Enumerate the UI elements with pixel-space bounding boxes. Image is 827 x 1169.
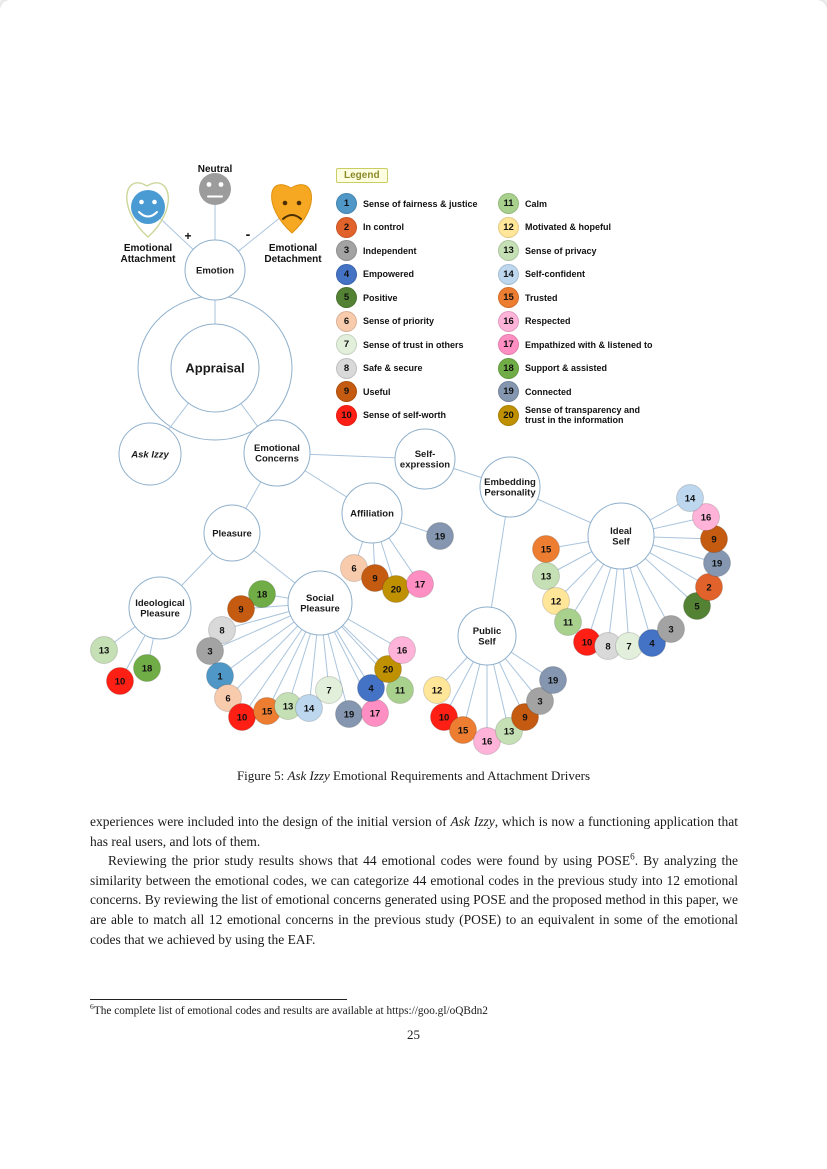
code-badge-number: 7 [326, 685, 332, 697]
footnote-rule [90, 999, 347, 1000]
code-badge: 10 [336, 405, 357, 426]
legend-item-label: Empowered [363, 269, 415, 280]
face-eye [139, 200, 144, 205]
legend-item-label: Respected [525, 316, 571, 327]
code-badge: 20 [498, 405, 519, 426]
legend-item-label: Useful [363, 386, 391, 397]
code-badge: 11 [498, 193, 519, 214]
legend-item-label: Connected [525, 386, 572, 397]
concept-label: Pleasure [212, 528, 252, 540]
code-badge-number: 5 [694, 601, 700, 613]
code-badge: 1 [336, 193, 357, 214]
detachment-face-icon [272, 185, 312, 233]
legend-item-label: Support & assisted [525, 363, 608, 374]
code-badge: 8 [336, 358, 357, 379]
code-badge-number: 10 [438, 712, 450, 724]
legend-item [498, 216, 660, 240]
code-badge: 17 [498, 334, 519, 355]
code-badge-number: 13 [540, 571, 552, 583]
plus-sign: + [184, 229, 192, 243]
code-badge: 7 [336, 334, 357, 355]
legend-item [498, 192, 660, 216]
code-badge-number: 19 [434, 531, 446, 543]
concept-label: Affiliation [350, 508, 394, 520]
legend-item [336, 333, 498, 357]
legend-item [336, 239, 498, 263]
code-badge: 14 [498, 264, 519, 285]
code-badge-number: 10 [236, 712, 248, 724]
detachment-label: Emotional [268, 243, 318, 254]
code-badge-number: 4 [649, 638, 655, 650]
code-badge-number: 13 [282, 701, 294, 713]
code-badge-number: 3 [668, 624, 674, 636]
code-badge-number: 14 [684, 493, 696, 505]
legend-item [336, 263, 498, 287]
code-badge-number: 3 [537, 696, 543, 708]
code-badge-number: 19 [547, 675, 559, 687]
legend-item [336, 286, 498, 310]
legend-item [498, 333, 660, 357]
legend-item-label: In control [363, 222, 404, 233]
code-badge-number: 20 [390, 584, 402, 596]
code-badge-number: 11 [394, 685, 406, 697]
code-badge-number: 18 [256, 589, 268, 601]
code-badge-number: 8 [219, 625, 225, 637]
code-badge-number: 16 [700, 512, 712, 524]
legend-item-label: Sense of transparency and trust in the information [525, 404, 641, 426]
concept-label: Embedding Personality [484, 477, 536, 499]
face-eye [207, 182, 212, 187]
neutral-label: Neutral [197, 164, 233, 175]
code-badge-number: 19 [343, 709, 355, 721]
attachment-face-icon [131, 190, 165, 224]
concept-label: Social Pleasure [300, 593, 340, 615]
code-badge-number: 11 [562, 617, 574, 629]
face-eye [152, 200, 157, 205]
paragraph: Reviewing the prior study results shows that 44 emotional codes were found by using POSE$^6$. By analyzing the similarity between the emotional codes, we can categorize 44 emotional codes in the previous study into 12 emotional concerns. By reviewing the list of emotional concerns generated using POSE and the proposed method in this paper, we are able to match all 12 emotional concerns in the previous study (POSE) to an equivalent in some of the emotional codes that we achieved by using the EAF. [90, 851, 738, 947]
legend-item-label: Sense of self-worth [363, 410, 447, 421]
code-badge-number: 15 [540, 544, 552, 556]
code-badge: 2 [336, 217, 357, 238]
concept-label: Self-expression [399, 449, 451, 471]
concept-label: Emotion [196, 265, 234, 277]
legend-item [498, 286, 660, 310]
figure-caption: Figure 5: Ask Izzy Emotional Requirements and Attachment Drivers [236, 768, 591, 783]
code-badge: 4 [336, 264, 357, 285]
concept-label: Public Self [472, 626, 502, 648]
code-badge-number: 10 [581, 637, 593, 649]
code-badge: 5 [336, 287, 357, 308]
code-badge-number: 19 [711, 558, 723, 570]
concept-label: Ask Izzy [131, 449, 169, 461]
code-badge-number: 13 [98, 645, 110, 657]
code-badge-number: 20 [382, 664, 394, 676]
legend-item [336, 404, 498, 428]
code-badge: 12 [498, 217, 519, 238]
concept-label: Emotional Concerns [254, 443, 300, 465]
code-badge-number: 12 [431, 685, 443, 697]
code-badge-number: 13 [503, 726, 515, 738]
legend-item [498, 310, 660, 334]
legend-column [498, 192, 660, 427]
legend-item [336, 216, 498, 240]
face-eye [283, 201, 288, 206]
legend-item [336, 310, 498, 334]
legend-item-label: Self-confident [525, 269, 585, 280]
code-badge-number: 9 [711, 534, 717, 546]
legend-item [336, 357, 498, 381]
code-badge: 16 [498, 311, 519, 332]
code-badge-number: 7 [626, 641, 632, 653]
legend-item [498, 357, 660, 381]
code-badge-number: 8 [605, 641, 611, 653]
code-badge-number: 12 [550, 596, 562, 608]
code-badge-number: 18 [141, 663, 153, 675]
face-eye [297, 201, 302, 206]
legend-item-label: Motivated & hopeful [525, 222, 611, 233]
legend-title: Legend [336, 168, 388, 183]
legend-item-label: Calm [525, 198, 548, 209]
code-badge-number: 14 [303, 703, 315, 715]
attachment-label: Attachment [120, 254, 176, 265]
code-badge-number: 2 [706, 582, 712, 594]
legend-item-label: Empathized with & listened to [525, 339, 653, 350]
legend-item-label: Independent [363, 245, 417, 256]
neutral-face-icon [199, 173, 231, 205]
code-badge: 6 [336, 311, 357, 332]
legend-item-label: Sense of privacy [525, 245, 597, 256]
code-badge: 18 [498, 358, 519, 379]
code-badge-number: 9 [238, 604, 244, 616]
code-badge: 13 [498, 240, 519, 261]
face-eye [219, 182, 224, 187]
code-badge-number: 16 [481, 736, 493, 748]
legend [336, 192, 660, 427]
page-number: 25 [407, 1027, 420, 1042]
legend-column [336, 192, 498, 427]
legend-item-label: Trusted [525, 292, 558, 303]
concept-label: Appraisal [185, 360, 245, 376]
code-badge-number: 17 [369, 708, 381, 720]
code-badge-number: 9 [522, 712, 528, 724]
detachment-label: Detachment [264, 254, 322, 265]
body-text [90, 812, 738, 949]
code-badge: 3 [336, 240, 357, 261]
legend-item [336, 380, 498, 404]
code-badge-number: 17 [414, 579, 426, 591]
code-badge: 15 [498, 287, 519, 308]
legend-item [498, 380, 660, 404]
code-badge-number: 10 [114, 676, 126, 688]
code-badge-number: 6 [225, 693, 231, 705]
code-badge-number: 3 [207, 646, 213, 658]
code-badge-number: 16 [396, 645, 408, 657]
legend-item [498, 263, 660, 287]
code-badge-number: 15 [261, 706, 273, 718]
code-badge-number: 15 [457, 725, 469, 737]
code-badge-number: 6 [351, 563, 357, 575]
legend-item-label: Sense of priority [363, 316, 435, 327]
code-badge: 9 [336, 381, 357, 402]
concept-label: Ideal Self [610, 526, 632, 548]
legend-item [498, 239, 660, 263]
code-badge-number: 9 [372, 573, 378, 585]
legend-item [498, 404, 660, 428]
code-badge: 19 [498, 381, 519, 402]
code-badge-number: 1 [217, 671, 223, 683]
concept-label: Ideological Pleasure [135, 598, 185, 620]
attachment-label: Emotional [123, 243, 173, 254]
legend-item [336, 192, 498, 216]
legend-item-label: Positive [363, 292, 398, 303]
code-badge-number: 4 [368, 683, 374, 695]
footnote: $^6$The complete list of emotional codes and results are available at https://goo.gl/oQBdn2 [90, 1002, 488, 1017]
legend-item-label: Sense of trust in others [363, 339, 464, 350]
legend-item-label: Safe & secure [363, 363, 423, 374]
legend-item-label: Sense of fairness & justice [363, 198, 478, 209]
minus-sign: - [245, 226, 251, 242]
paragraph: experiences were included into the design of the initial version of Ask Izzy, which is now a functioning application that has real users, and lots of them. [90, 814, 738, 849]
